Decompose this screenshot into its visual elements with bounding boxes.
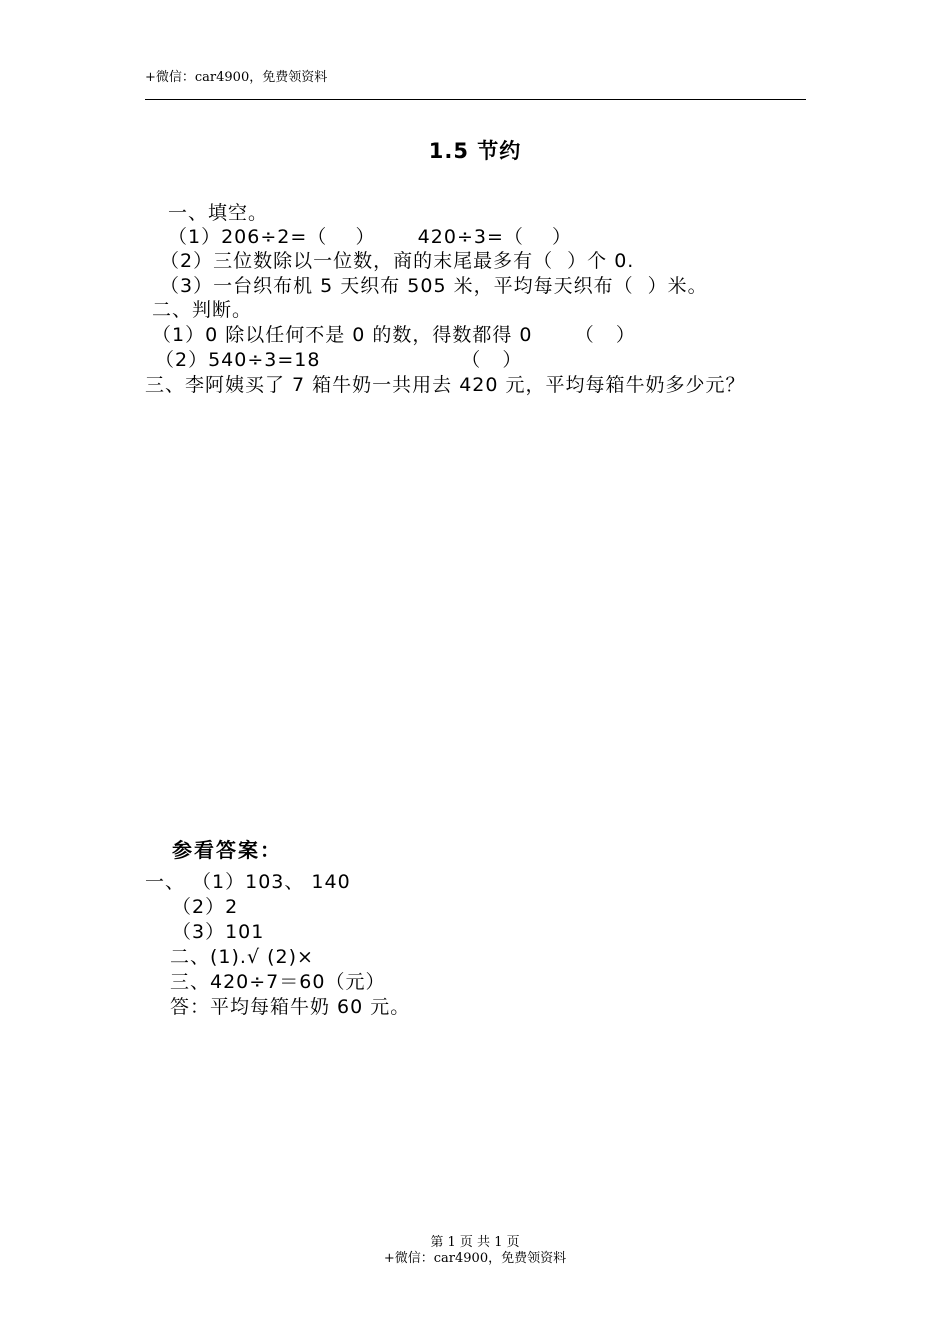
answer-1-2: （2）2 [172, 896, 239, 918]
footer-text: +微信：car4900，免费领资料 [383, 1251, 567, 1266]
page-title: 1.5 节约 [428, 139, 522, 163]
question-3: 三、李阿姨买了 7 箱牛奶一共用去 420 元，平均每箱牛奶多少元？ [145, 374, 746, 396]
answer-3: 三、420÷7＝60（元） [170, 971, 386, 993]
answer-2: 二、(1).√ (2)× [170, 946, 314, 968]
page-number: 第 1 页 共 1 页 [430, 1235, 520, 1250]
header-text: +微信：car4900，免费领资料 [145, 70, 328, 85]
question-2-2: （2）540÷3=18 （ ） [155, 349, 523, 371]
question-1-3: （3）一台织布机 5 天织布 505 米，平均每天织布（ ）米。 [160, 275, 708, 297]
section-1-heading: 一、填空。 [168, 202, 269, 224]
answer-1-3: （3）101 [172, 921, 265, 943]
section-2-heading: 二、判断。 [152, 299, 253, 321]
answer-1-1: 一、 （1）103、 140 [145, 871, 351, 893]
header-divider [145, 99, 806, 100]
answer-3-conclusion: 答：平均每箱牛奶 60 元。 [170, 996, 411, 1018]
question-1-1: （1）206÷2=（ ） 420÷3=（ ） [168, 226, 573, 248]
question-1-2: （2）三位数除以一位数，商的末尾最多有（ ）个 0. [160, 250, 635, 272]
answers-heading: 参看答案： [172, 838, 282, 862]
question-2-1: （1）0 除以任何不是 0 的数，得数都得 0 （ ） [152, 324, 636, 346]
